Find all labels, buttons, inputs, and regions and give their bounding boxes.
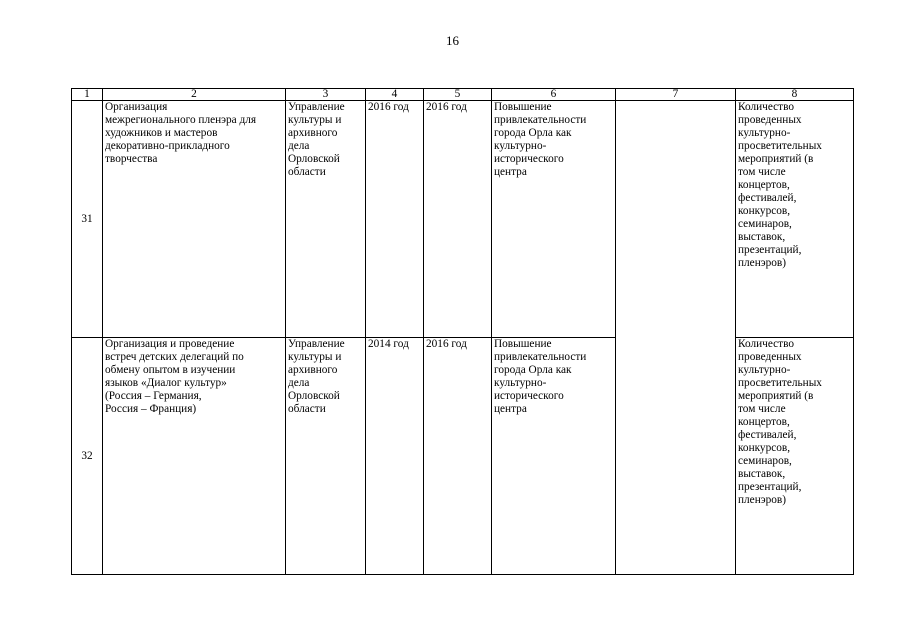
start-year-text: 2014 год xyxy=(368,338,409,350)
indicator-cell xyxy=(736,101,854,338)
start-year-text: 2016 год xyxy=(368,101,409,113)
header-col-1: 1 xyxy=(72,89,103,101)
result-text: Повышение привлекательности города Орла как культурно- исторического центра xyxy=(494,101,587,178)
end-year-cell xyxy=(424,101,492,338)
end-year-text: 2016 год xyxy=(426,338,467,350)
activity-cell xyxy=(103,338,286,575)
header-col-2: 2 xyxy=(103,89,286,101)
result-text: Повышение привлекательности города Орла как культурно- исторического центра xyxy=(494,338,587,415)
activity-cell xyxy=(103,101,286,338)
header-col-3: 3 xyxy=(286,89,366,101)
responsible-text: Управление культуры и архивного дела Орловской области xyxy=(288,101,345,178)
program-table xyxy=(71,88,854,575)
activity-text: Организация межрегионального пленэра для художников и мастеров декоративно-прикладного творчества xyxy=(105,101,257,165)
indicator-text: Количество проведенных культурно- просветительных мероприятий (в том числе концертов, фестивалей, конкурсов, семинаров, выставок, презентаций, пленэров) xyxy=(738,338,822,506)
indicator-text: Количество проведенных культурно- просветительных мероприятий (в том числе концертов, фестивалей, конкурсов, семинаров, выставок, презентаций, пленэров) xyxy=(738,101,822,269)
table-header-row xyxy=(72,89,854,101)
end-year-text: 2016 год xyxy=(426,101,467,113)
row-number: 31 xyxy=(72,101,103,338)
row-number: 32 xyxy=(72,338,103,575)
responsible-cell xyxy=(286,101,366,338)
header-col-7: 7 xyxy=(616,89,736,101)
responsible-cell xyxy=(286,338,366,575)
result-cell xyxy=(492,338,616,575)
header-col-8: 8 xyxy=(736,89,854,101)
result-cell xyxy=(492,101,616,338)
responsible-text: Управление культуры и архивного дела Орловской области xyxy=(288,338,345,415)
page-number: 16 xyxy=(446,33,459,48)
indicator-cell xyxy=(736,338,854,575)
header-col-6: 6 xyxy=(492,89,616,101)
header-col-5: 5 xyxy=(424,89,492,101)
start-year-cell xyxy=(366,101,424,338)
table-row xyxy=(72,338,854,575)
end-year-cell xyxy=(424,338,492,575)
table-row xyxy=(72,101,854,338)
header-col-4: 4 xyxy=(366,89,424,101)
col7-cell xyxy=(616,101,736,575)
start-year-cell xyxy=(366,338,424,575)
activity-text: Организация и проведение встреч детских делегаций по обмену опытом в изучении языков «Диалог культур» (Россия – Германия, Россия – Франция) xyxy=(105,338,244,415)
